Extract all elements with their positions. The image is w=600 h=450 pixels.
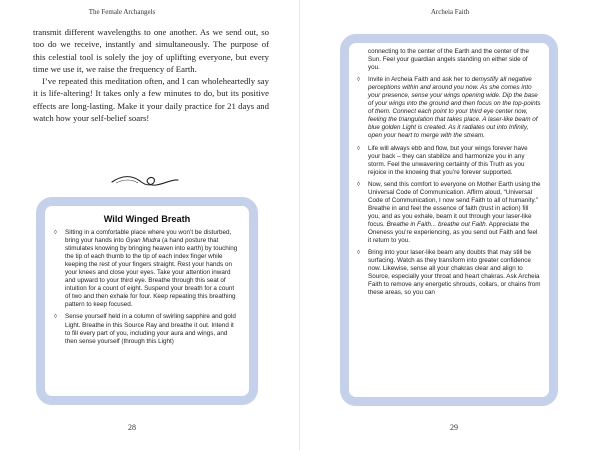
right-page xyxy=(300,0,600,450)
list-item: ◊ Invite in Archeia Faith and ask her to demystify all negative perceptions within and around you now. As she comes into your presence, sense your wings opening wide. Dip the base of your wings into the ground and then focus on the top-points of them. Connect each point to your third eye center now, feeling the triangulation that takes place. A laser-like beam of blue golden Light is created. As it radiates out into Infinity, open your heart to merge with the stream. xyxy=(357,76,541,140)
list-item: ◊ Now, send this comfort to everyone on Mother Earth using the Universal Code of Communication. Affirm aloud, “Universal Code of Communication, I now send Faith to all of humanity.” Breathe in and feel the essence of faith (trust in action) fill you, and as you exhale, beam it out through your laser-like focus. Breathe in Faith... breathe out Faith. Appreciate the Oneness you’re experiencing, as you send out Faith and feel it return to you. xyxy=(357,180,541,245)
continued-text: connecting to the center of the Earth and the center of the Sun. Feel your guardian angels standing on either side of you. xyxy=(368,48,530,72)
page-number-left: 28 xyxy=(128,423,136,432)
diamond-bullet-icon: ◊ xyxy=(357,181,360,188)
paragraph-continued: transmit different wavelengths to one another. As we send out, so too do we receive, instantly and simultaneously. The purpose of this celestial tool is solely the joy of uplifting everyone, but every time we use it, we raise the frequency of Earth. xyxy=(33,27,269,74)
exercise-box-continued xyxy=(340,34,558,406)
ornament-flourish xyxy=(110,171,180,191)
body-text-left xyxy=(33,26,269,124)
diamond-bullet-icon: ◊ xyxy=(54,230,57,236)
exercise-title: Wild Winged Breath xyxy=(103,214,191,224)
list-item: ◊ Life will always ebb and flow, but your wings forever have your back – they can stabilize and harmonize you in any storm. Feel the unwavering certainty of this Truth as you rejoice in the knowing that you’re forever supported. xyxy=(357,144,528,176)
paragraph-meditation: I’ve repeated this meditation often, and I can wholeheartedly say it is life-altering! It takes only a few minutes to do, but its positive effects are long-lasting. Make it your daily practice for 21 days and watch how your self-belief soars! xyxy=(33,76,269,124)
list-item: ◊ Sitting in a comfortable place where you won’t be disturbed, bring your hands into Gyan Mudra (a hand posture that stimulates knowing by bringing heaven into earth) by touching the tip of each thumb to the tip of each index finger while keeping the rest of your fingers straight. Rest your hands on your knees and close your eyes. Take your attention inward and upward to your third eye. Breathe through this seat of intuition for a count of eight. Suspend your breath for a count of two and then exhale for four. Keep repeating this breathing pattern to keep focused. xyxy=(54,229,238,309)
diamond-bullet-icon: ◊ xyxy=(357,77,360,84)
exercise-box-wild-winged-breath xyxy=(36,197,258,405)
list-item: ◊ Bring into your laser-like beam any doubts that may still be surfacing. Watch as they transform into greater confidence now. Likewise, sense all your chakras clear and align to Source, especially your throat and heart chakras. Ask Archeia Faith to remove any energetic shrouds, collars, or chains from these areas, so you can xyxy=(357,249,541,297)
running-header-right: Archeia Faith xyxy=(430,8,470,16)
running-header-left: The Female Archangels xyxy=(88,8,156,16)
list-item: ◊ Sense yourself held in a column of swirling sapphire and gold Light. Breathe in this Source Ray and breathe it out. Intend it to fill every part of you, including your aura and wings, and then sense yourself (through this Light) xyxy=(54,313,236,345)
diamond-bullet-icon: ◊ xyxy=(357,250,360,257)
diamond-bullet-icon: ◊ xyxy=(357,145,360,152)
page-number-right: 29 xyxy=(450,423,458,432)
diamond-bullet-icon: ◊ xyxy=(54,314,57,321)
